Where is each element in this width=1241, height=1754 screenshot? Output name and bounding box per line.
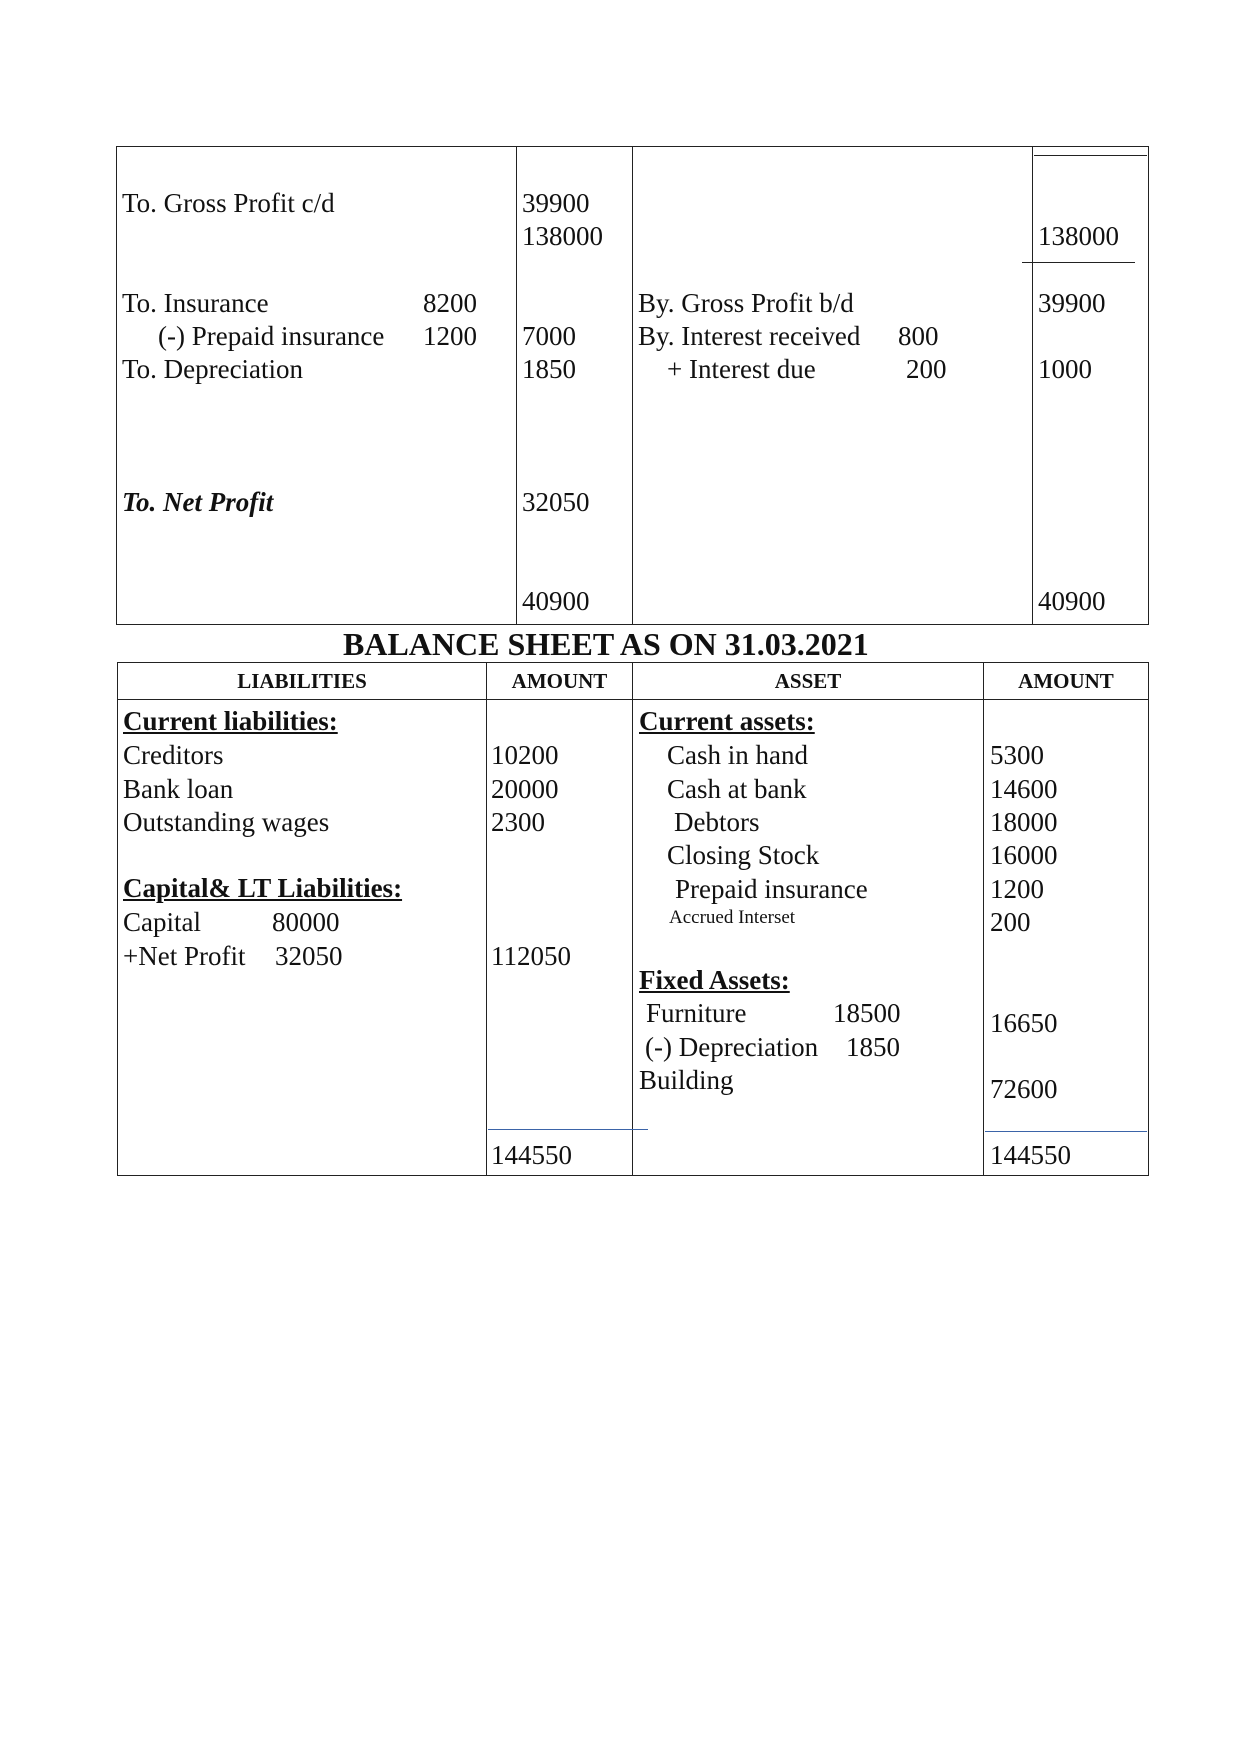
fixed-assets-heading: Fixed Assets:: [639, 965, 790, 995]
capital-sub-amount: 80000: [272, 907, 340, 937]
net-profit-sub-amount: 32050: [275, 941, 343, 971]
pl-interest-received-sub: 800: [898, 321, 939, 351]
pl-prepaid-insurance-sub: 1200: [423, 321, 477, 351]
pl-interest-due-sub: 200: [906, 354, 947, 384]
liability-creditors-amount: 10200: [491, 740, 559, 770]
pl-insurance-sub: 8200: [423, 288, 477, 318]
pl-credit-total: 40900: [1038, 586, 1106, 616]
capital-total-amount: 112050: [491, 941, 571, 971]
pl-net-profit-label: To. Net Profit: [122, 487, 274, 517]
pl-insurance-amount: 7000: [522, 321, 576, 351]
header-liabilities-amount: AMOUNT: [511, 669, 608, 693]
pl-trading-total-debit: 138000: [522, 221, 603, 251]
asset-cash-in-hand-amount: 5300: [990, 740, 1044, 770]
liabilities-total: 144550: [491, 1140, 572, 1170]
asset-building-label: Building: [639, 1065, 734, 1095]
pl-net-profit-amount: 32050: [522, 487, 590, 517]
pl-interest-received-label: By. Interest received: [638, 321, 861, 351]
header-asset: ASSET: [774, 669, 842, 693]
asset-depreciation-label: (-) Depreciation: [645, 1032, 819, 1062]
header-asset-amount: AMOUNT: [1018, 669, 1114, 693]
liability-bank-loan-label: Bank loan: [123, 774, 234, 804]
asset-building-amount: 72600: [990, 1074, 1058, 1104]
asset-furniture-label: Furniture: [646, 998, 747, 1028]
pl-depreciation-amount: 1850: [522, 354, 576, 384]
pl-prepaid-insurance-label: (-) Prepaid insurance: [158, 321, 385, 351]
liability-outstanding-wages-amount: 2300: [491, 807, 545, 837]
asset-closing-stock-amount: 16000: [990, 840, 1058, 870]
asset-cash-in-hand-label: Cash in hand: [667, 740, 808, 770]
pl-depreciation-label: To. Depreciation: [122, 354, 304, 384]
pl-gross-profit-cd-label: To. Gross Profit c/d: [122, 188, 335, 218]
asset-cash-at-bank-label: Cash at bank: [667, 774, 807, 804]
current-assets-heading: Current assets:: [639, 706, 815, 736]
pl-interest-amount: 1000: [1038, 354, 1092, 384]
asset-cash-at-bank-amount: 14600: [990, 774, 1058, 804]
asset-accrued-interest-label: Accrued Interset: [669, 907, 796, 928]
current-liabilities-heading: Current liabilities:: [123, 706, 338, 736]
assets-total: 144550: [990, 1140, 1071, 1170]
asset-furniture-sub-amount: 18500: [833, 998, 901, 1028]
pl-interest-due-label: + Interest due: [667, 354, 816, 384]
liability-bank-loan-amount: 20000: [491, 774, 559, 804]
asset-furniture-amount: 16650: [990, 1008, 1058, 1038]
liability-creditors-label: Creditors: [123, 740, 224, 770]
pl-debit-total: 40900: [522, 586, 590, 616]
pl-gross-profit-cd-amount: 39900: [522, 188, 590, 218]
pl-gross-profit-bd-amount: 39900: [1038, 288, 1106, 318]
asset-debtors-amount: 18000: [990, 807, 1058, 837]
capital-liabilities-heading: Capital& LT Liabilities:: [123, 873, 403, 903]
asset-accrued-interest-amount: 200: [990, 907, 1031, 937]
asset-prepaid-insurance-amount: 1200: [990, 874, 1044, 904]
liability-outstanding-wages-label: Outstanding wages: [123, 807, 330, 837]
pl-insurance-label: To. Insurance: [122, 288, 269, 318]
pl-gross-profit-bd-label: By. Gross Profit b/d: [638, 288, 854, 318]
asset-depreciation-sub-amount: 1850: [846, 1032, 900, 1062]
asset-debtors-label: Debtors: [674, 807, 760, 837]
header-liabilities: LIABILITIES: [237, 669, 367, 693]
net-profit-label: +Net Profit: [123, 941, 246, 971]
asset-closing-stock-label: Closing Stock: [667, 840, 820, 870]
pl-trading-total-credit: 138000: [1038, 221, 1119, 251]
balance-sheet-title: BALANCE SHEET AS ON 31.03.2021: [343, 626, 869, 662]
capital-label: Capital: [123, 907, 201, 937]
asset-prepaid-insurance-label: Prepaid insurance: [675, 874, 868, 904]
